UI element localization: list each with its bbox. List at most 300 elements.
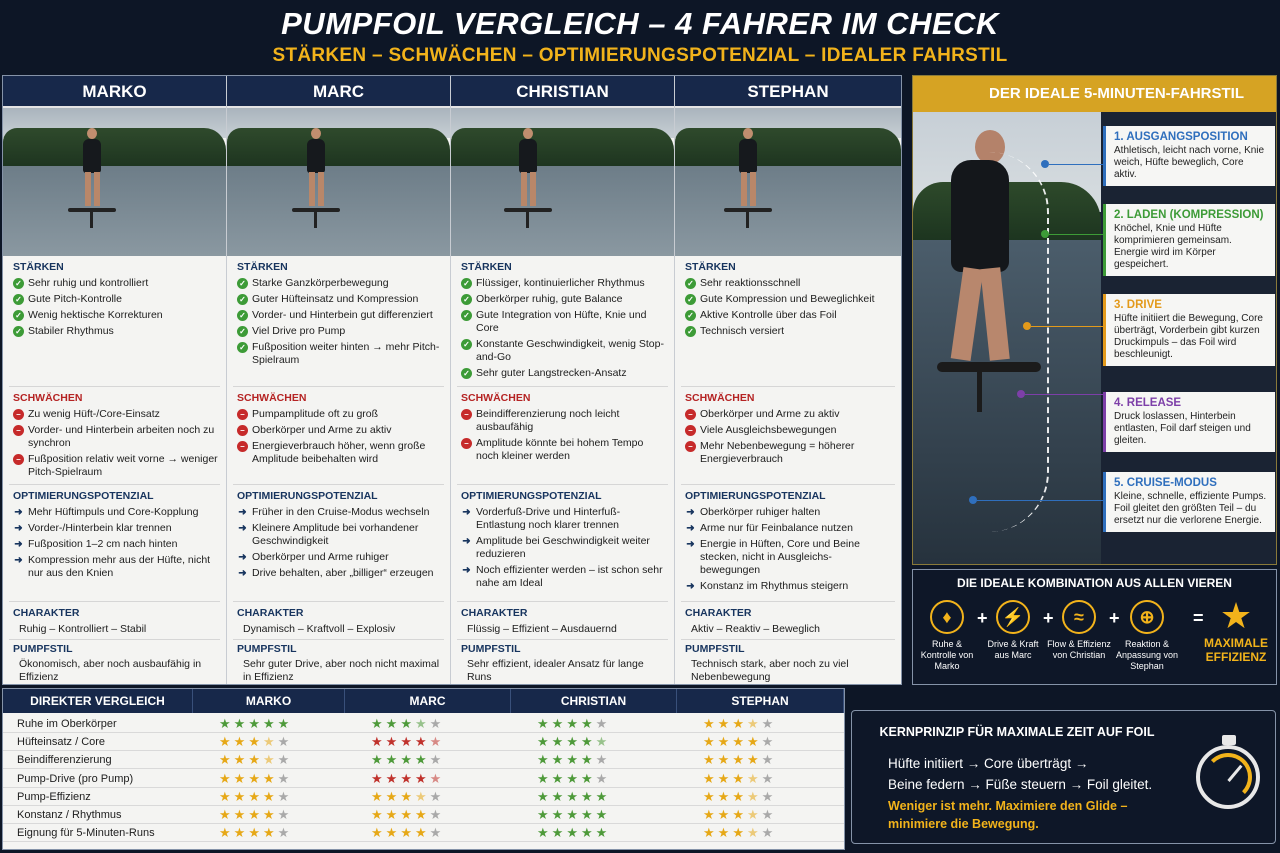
list-item-text: Vorder-/Hinterbein klar trennen — [28, 522, 172, 534]
rating-star-icon: ★ — [248, 788, 263, 804]
pumpstyle-section — [451, 643, 675, 684]
minus-icon: – — [685, 409, 696, 420]
pumpstyle-text: Sehr effizient, idealer Ansatz für lange Runs — [467, 658, 644, 683]
rider-name: MARKO — [3, 76, 226, 108]
rating-star-icon: ★ — [580, 734, 596, 750]
star-rating — [537, 715, 610, 733]
combo-label: Ruhe & Kontrolle von Marko — [920, 639, 974, 671]
rating-star-icon: ★ — [248, 752, 263, 768]
rating-star-icon: ★ — [233, 807, 249, 822]
character-section — [451, 607, 675, 636]
list-item-text: Oberkörper ruhig, gute Balance — [476, 293, 623, 305]
row-label: Eignung für 5-Minuten-Runs — [17, 827, 155, 840]
step-marker — [1023, 322, 1031, 330]
rating-star-icon: ★ — [717, 770, 733, 786]
rating-star-icon: ★ — [414, 734, 430, 750]
list-item-text: Sehr guter Langstrecken-Ansatz — [476, 367, 627, 379]
principle-text — [888, 753, 1188, 795]
rating-star-icon: ★ — [551, 752, 567, 768]
list-item — [237, 506, 443, 519]
character-section — [675, 607, 899, 636]
character-heading: CHARAKTER — [13, 607, 80, 619]
rating-star-icon: ★ — [414, 752, 430, 768]
foil-mast — [526, 212, 529, 228]
check-icon: ✓ — [685, 278, 696, 289]
list-item-text: Oberkörper und Arme ruhiger — [252, 551, 389, 563]
star-rating — [219, 806, 292, 824]
list-item — [685, 440, 891, 466]
star-rating — [703, 788, 776, 806]
principle-panel — [851, 710, 1276, 844]
check-icon: ✓ — [685, 294, 696, 305]
rating-star-icon: ★ — [248, 734, 263, 750]
pumpstyle-text: Ökonomisch, aber noch ausbaufähig in Effizienz — [19, 658, 202, 683]
arrow-icon: ➜ — [14, 555, 23, 566]
check-icon: ✓ — [685, 326, 696, 337]
list-item-text: Vorder- und Hinterbein arbeiten noch zu synchron — [28, 424, 215, 449]
minus-icon: – — [13, 409, 24, 420]
arrow-icon: ➜ — [462, 507, 471, 518]
principle-line-1: Hüfte initiiert → Core überträgt → — [888, 756, 1089, 771]
list-item — [461, 408, 667, 434]
rider-column-christian — [451, 76, 675, 684]
rating-star-icon: ★ — [385, 752, 401, 768]
rating-star-icon: ★ — [400, 734, 415, 750]
step-text: Hüfte initiiert die Bewegung, Core überträgt, Vorderbein gibt kurzen Druckimpuls – das Foil wird beschleunigt. — [1114, 313, 1263, 360]
page-subtitle: STÄRKEN – SCHWÄCHEN – OPTIMIERUNGSPOTENZIAL – IDEALER FAHRSTIL — [272, 45, 1008, 66]
step-text: Athletisch, leicht nach vorne, Knie weich, Hüfte beweglich, Core aktiv. — [1114, 145, 1265, 180]
list-item-text: Beindifferenzierung noch leicht ausbaufähig — [476, 408, 620, 433]
list-item-text: Fußposition relativ weit vorne → weniger Pitch-Spielraum — [28, 453, 218, 478]
list-item-text: Oberkörper und Arme zu aktiv — [252, 424, 392, 436]
arrow-icon: ➜ — [238, 568, 247, 579]
arrow-icon: ➜ — [686, 581, 695, 592]
rating-star-icon: ★ — [371, 788, 386, 804]
table-row — [3, 770, 844, 788]
rating-star-icon: ★ — [717, 788, 733, 804]
row-label: Pump-Effizienz — [17, 790, 91, 803]
rating-star-icon: ★ — [595, 807, 611, 822]
rating-star-icon: ★ — [371, 825, 386, 841]
list-item — [237, 293, 443, 306]
star-rating — [703, 715, 776, 733]
list-item — [461, 535, 667, 561]
pumpstyle-heading: PUMPFSTIL — [685, 643, 745, 655]
check-icon: ✓ — [461, 368, 472, 379]
list-item-text: Sehr reaktionsschnell — [700, 277, 801, 289]
comparison-column-christian: CHRISTIAN — [511, 689, 677, 713]
rating-star-icon: ★ — [537, 752, 552, 768]
pumpstyle-section — [675, 643, 899, 684]
combination-title: DIE IDEALE KOMBINATION AUS ALLEN VIEREN — [957, 576, 1232, 590]
list-item-text: Kompression mehr aus der Hüfte, nicht nur aus den Knien — [28, 554, 211, 579]
rating-star-icon: ★ — [219, 788, 234, 804]
character-text: Flüssig – Effizient – Ausdauernd — [467, 623, 617, 635]
rating-star-icon: ★ — [717, 807, 733, 822]
weaknesses-section — [675, 392, 899, 469]
list-item-text: Pumpamplitude oft zu groß — [252, 408, 379, 420]
ideal-step-3 — [1103, 294, 1275, 366]
minus-icon: – — [685, 425, 696, 436]
star-rating — [219, 770, 292, 788]
section-divider — [457, 639, 668, 640]
section-divider — [9, 639, 220, 640]
rating-star-icon: ★ — [385, 716, 401, 731]
rider-figure — [305, 128, 327, 206]
list-item — [685, 506, 891, 519]
target-icon: ⊕ — [1130, 600, 1164, 634]
rating-star-icon: ★ — [595, 825, 611, 841]
list-item — [237, 277, 443, 290]
list-item — [685, 522, 891, 535]
list-item — [461, 277, 667, 290]
list-item — [685, 580, 891, 593]
star-rating — [371, 788, 444, 806]
star-rating — [219, 715, 292, 733]
character-text: Dynamisch – Kraftvoll – Explosiv — [243, 623, 396, 635]
rating-star-icon: ★ — [262, 716, 278, 731]
comparison-header-row — [3, 689, 844, 713]
check-icon: ✓ — [237, 294, 248, 305]
combo-item — [1047, 600, 1111, 661]
arrow-icon: ➜ — [238, 552, 247, 563]
ideal-step-1 — [1103, 126, 1275, 186]
stopwatch-icon — [1196, 745, 1260, 809]
star-rating — [703, 806, 776, 824]
minus-icon: – — [237, 409, 248, 420]
list-item — [685, 408, 891, 421]
plus-sign: + — [1043, 608, 1054, 628]
list-item — [13, 293, 219, 306]
rating-star-icon: ★ — [233, 825, 249, 841]
check-icon: ✓ — [13, 278, 24, 289]
star-rating — [371, 770, 444, 788]
rating-star-icon: ★ — [414, 770, 430, 786]
combo-item — [915, 600, 979, 672]
rating-star-icon: ★ — [551, 807, 567, 822]
optimization-section — [3, 490, 227, 583]
character-heading: CHARAKTER — [461, 607, 528, 619]
check-icon: ✓ — [237, 310, 248, 321]
list-item-text: Oberkörper und Arme zu aktiv — [700, 408, 840, 420]
list-item-text: Viel Drive pro Pump — [252, 325, 346, 337]
rating-star-icon: ★ — [277, 807, 293, 822]
strengths-section — [3, 261, 227, 341]
arrow-icon: ➜ — [686, 523, 695, 534]
rating-star-icon: ★ — [233, 752, 249, 768]
comparison-header: DIREKTER VERGLEICH — [3, 689, 193, 713]
list-item — [237, 341, 443, 367]
rating-star-icon: ★ — [219, 716, 234, 731]
list-item — [461, 506, 667, 532]
rating-star-icon: ★ — [219, 770, 234, 786]
list-item-text: Amplitude bei Geschwindigkeit weiter reduzieren — [476, 535, 650, 560]
list-item-text: Mehr Nebenbewegung = höherer Energieverbrauch — [700, 440, 855, 465]
rating-star-icon: ★ — [717, 752, 733, 768]
rating-star-icon: ★ — [537, 734, 552, 750]
arrow-icon: ➜ — [238, 507, 247, 518]
rating-star-icon: ★ — [566, 734, 581, 750]
list-item — [685, 424, 891, 437]
check-icon: ✓ — [13, 294, 24, 305]
minus-icon: – — [237, 441, 248, 452]
list-item — [237, 309, 443, 322]
rating-star-icon: ★ — [732, 825, 747, 841]
rating-star-icon: ★ — [371, 716, 386, 731]
comparison-column-marko: MARKO — [193, 689, 345, 713]
star-rating — [537, 806, 610, 824]
section-divider — [457, 601, 668, 602]
rating-star-icon: ★ — [429, 716, 445, 731]
list-item — [13, 277, 219, 290]
ideal-style-panel — [912, 75, 1277, 565]
rating-star-icon: ★ — [277, 734, 293, 750]
rating-star-icon: ★ — [400, 770, 415, 786]
check-icon: ✓ — [237, 342, 248, 353]
character-heading: CHARAKTER — [237, 607, 304, 619]
comparison-table — [2, 688, 845, 850]
rider-figure — [517, 128, 539, 206]
rating-star-icon: ★ — [537, 807, 552, 822]
rating-star-icon: ★ — [566, 825, 581, 841]
step-title: 2. LADEN (KOMPRESSION) — [1114, 209, 1264, 221]
rating-star-icon: ★ — [732, 788, 747, 804]
rating-star-icon: ★ — [717, 734, 733, 750]
result-block — [1198, 596, 1274, 664]
rating-star-icon: ★ — [537, 770, 552, 786]
list-item — [237, 424, 443, 437]
star-icon: ★ — [1219, 595, 1253, 636]
list-item-text: Energie in Hüften, Core und Beine stecken, nicht in Ausgleichs-bewegungen — [700, 538, 860, 576]
rating-star-icon: ★ — [277, 770, 293, 786]
rating-star-icon: ★ — [233, 770, 249, 786]
list-item — [13, 424, 219, 450]
rating-star-icon: ★ — [277, 752, 293, 768]
rating-star-icon: ★ — [248, 770, 263, 786]
weaknesses-heading: SCHWÄCHEN — [461, 392, 531, 404]
list-item-text: Energieverbrauch höher, wenn große Amplitude beibehalten wird — [252, 440, 426, 465]
rating-star-icon: ★ — [414, 788, 430, 804]
star-rating — [537, 751, 610, 769]
step-connector — [1031, 326, 1103, 327]
rating-star-icon: ★ — [385, 770, 401, 786]
weaknesses-section — [3, 392, 227, 482]
optimization-section — [675, 490, 899, 596]
rating-star-icon: ★ — [248, 807, 263, 822]
rating-star-icon: ★ — [414, 807, 430, 822]
rating-star-icon: ★ — [746, 752, 762, 768]
star-rating — [371, 824, 444, 842]
list-item-text: Fußposition 1–2 cm nach hinten — [28, 538, 178, 550]
check-icon: ✓ — [461, 278, 472, 289]
rating-star-icon: ★ — [595, 734, 611, 750]
rating-star-icon: ★ — [429, 770, 445, 786]
section-divider — [233, 484, 444, 485]
list-item — [237, 522, 443, 548]
list-item-text: Vorder- und Hinterbein gut differenziert — [252, 309, 433, 321]
list-item-text: Mehr Hüftimpuls und Core-Kopplung — [28, 506, 199, 518]
rider-column-marko — [3, 76, 227, 684]
list-item — [461, 437, 667, 463]
pumpstyle-text: Sehr guter Drive, aber noch nicht maximal in Effizienz — [243, 658, 440, 683]
rating-star-icon: ★ — [551, 788, 567, 804]
rating-star-icon: ★ — [746, 770, 762, 786]
rating-star-icon: ★ — [717, 825, 733, 841]
rating-star-icon: ★ — [761, 788, 777, 804]
rating-star-icon: ★ — [703, 788, 718, 804]
table-row — [3, 733, 844, 751]
rating-star-icon: ★ — [732, 734, 747, 750]
list-item-text: Konstante Geschwindigkeit, wenig Stop-and-Go — [476, 338, 664, 363]
step-connector — [1025, 394, 1103, 395]
list-item — [237, 408, 443, 421]
rating-star-icon: ★ — [761, 752, 777, 768]
rating-star-icon: ★ — [385, 825, 401, 841]
rating-star-icon: ★ — [717, 716, 733, 731]
list-item-text: Drive behalten, aber „billiger“ erzeugen — [252, 567, 434, 579]
foil-mast — [746, 212, 749, 228]
rating-star-icon: ★ — [429, 734, 445, 750]
star-rating — [537, 824, 610, 842]
rider-photo — [451, 108, 674, 256]
rating-star-icon: ★ — [580, 825, 596, 841]
row-label: Hüfteinsatz / Core — [17, 736, 106, 749]
step-marker — [1041, 160, 1049, 168]
principle-highlight — [888, 797, 1188, 833]
step-text: Knöchel, Knie und Hüfte komprimieren gemeinsam. Energie wird im Körper gespeichert. — [1114, 223, 1232, 270]
rating-star-icon: ★ — [580, 752, 596, 768]
section-divider — [457, 484, 668, 485]
table-row — [3, 806, 844, 824]
rider-figure — [81, 128, 103, 206]
list-item-text: Guter Hüfteinsatz und Kompression — [252, 293, 419, 305]
list-item — [13, 325, 219, 338]
rating-star-icon: ★ — [429, 825, 445, 841]
minus-icon: – — [13, 425, 24, 436]
list-item — [461, 309, 667, 335]
strengths-section — [451, 261, 675, 383]
table-row — [3, 788, 844, 806]
section-divider — [681, 386, 895, 387]
list-item — [685, 538, 891, 577]
rating-star-icon: ★ — [371, 770, 386, 786]
rating-star-icon: ★ — [703, 770, 718, 786]
rating-star-icon: ★ — [566, 807, 581, 822]
star-rating — [219, 788, 292, 806]
rating-star-icon: ★ — [746, 807, 762, 822]
rider-column-stephan — [675, 76, 901, 684]
minus-icon: – — [237, 425, 248, 436]
row-label: Pump-Drive (pro Pump) — [17, 772, 134, 785]
step-connector — [977, 500, 1103, 501]
step-connector — [1049, 164, 1103, 165]
row-label: Beindifferenzierung — [17, 754, 112, 767]
rating-star-icon: ★ — [595, 716, 611, 731]
combination-panel — [912, 569, 1277, 685]
rating-star-icon: ★ — [400, 788, 415, 804]
list-item-text: Amplitude könnte bei hohem Tempo noch kleiner werden — [476, 437, 644, 462]
rating-star-icon: ★ — [414, 716, 430, 731]
rating-star-icon: ★ — [551, 716, 567, 731]
arrow-icon: ➜ — [686, 539, 695, 550]
principle-line-2: Beine federn → Füße steuern → Foil gleitet. — [888, 777, 1153, 792]
rating-star-icon: ★ — [429, 752, 445, 768]
character-section — [227, 607, 451, 636]
rating-star-icon: ★ — [233, 734, 249, 750]
optimization-heading: OPTIMIERUNGSPOTENZIAL — [237, 490, 378, 502]
check-icon: ✓ — [461, 310, 472, 321]
rating-star-icon: ★ — [761, 716, 777, 731]
star-rating — [537, 770, 610, 788]
rating-star-icon: ★ — [732, 752, 747, 768]
combo-label: Drive & Kraft aus Marc — [987, 639, 1039, 660]
principle-gold-2: minimiere die Bewegung. — [888, 817, 1039, 831]
star-rating — [219, 733, 292, 751]
rating-star-icon: ★ — [262, 788, 278, 804]
arrow-icon: ➜ — [462, 565, 471, 576]
ideal-step-2 — [1103, 204, 1275, 276]
step-marker — [969, 496, 977, 504]
minus-icon: – — [13, 454, 24, 465]
list-item-text: Arme nur für Feinbalance nutzen — [700, 522, 853, 534]
rating-star-icon: ★ — [595, 788, 611, 804]
list-item — [461, 367, 667, 380]
section-divider — [681, 484, 895, 485]
list-item-text: Fußposition weiter hinten → mehr Pitch-Spielraum — [252, 341, 440, 366]
rating-star-icon: ★ — [732, 770, 747, 786]
list-item — [461, 293, 667, 306]
table-row — [3, 824, 844, 842]
optimization-heading: OPTIMIERUNGSPOTENZIAL — [13, 490, 154, 502]
arrow-icon: ➜ — [686, 507, 695, 518]
rating-star-icon: ★ — [400, 825, 415, 841]
page-title: PUMPFOIL VERGLEICH – 4 FAHRER IM CHECK — [281, 6, 999, 41]
rating-star-icon: ★ — [371, 752, 386, 768]
check-icon: ✓ — [685, 310, 696, 321]
list-item — [237, 567, 443, 580]
header — [0, 0, 1280, 74]
section-divider — [233, 601, 444, 602]
rating-star-icon: ★ — [703, 807, 718, 822]
rider-photo — [675, 108, 901, 256]
list-item-text: Oberkörper ruhiger halten — [700, 506, 821, 518]
step-text: Kleine, schnelle, effiziente Pumps. Foil gleitet den größten Teil – du ersetzt nur die verlorene Energie. — [1114, 491, 1267, 526]
character-section — [3, 607, 227, 636]
rating-star-icon: ★ — [703, 825, 718, 841]
rating-star-icon: ★ — [262, 770, 278, 786]
rating-star-icon: ★ — [371, 734, 386, 750]
star-rating — [537, 788, 610, 806]
rating-star-icon: ★ — [248, 716, 263, 731]
star-rating — [371, 806, 444, 824]
rating-star-icon: ★ — [400, 807, 415, 822]
ideal-style-title: DER IDEALE 5-MINUTEN-FAHRSTIL — [913, 76, 1276, 112]
rating-star-icon: ★ — [566, 752, 581, 768]
list-item — [13, 309, 219, 322]
combo-item — [1115, 600, 1179, 672]
shield-icon: ♦ — [930, 600, 964, 634]
list-item-text: Aktive Kontrolle über das Foil — [700, 309, 837, 321]
rating-star-icon: ★ — [703, 716, 718, 731]
star-rating — [371, 733, 444, 751]
rating-star-icon: ★ — [761, 825, 777, 841]
step-title: 5. CRUISE-MODUS — [1114, 477, 1217, 489]
list-item — [237, 440, 443, 466]
plus-sign: + — [1109, 608, 1120, 628]
strengths-heading: STÄRKEN — [237, 261, 288, 273]
check-icon: ✓ — [461, 339, 472, 350]
comparison-column-marc: MARC — [345, 689, 511, 713]
